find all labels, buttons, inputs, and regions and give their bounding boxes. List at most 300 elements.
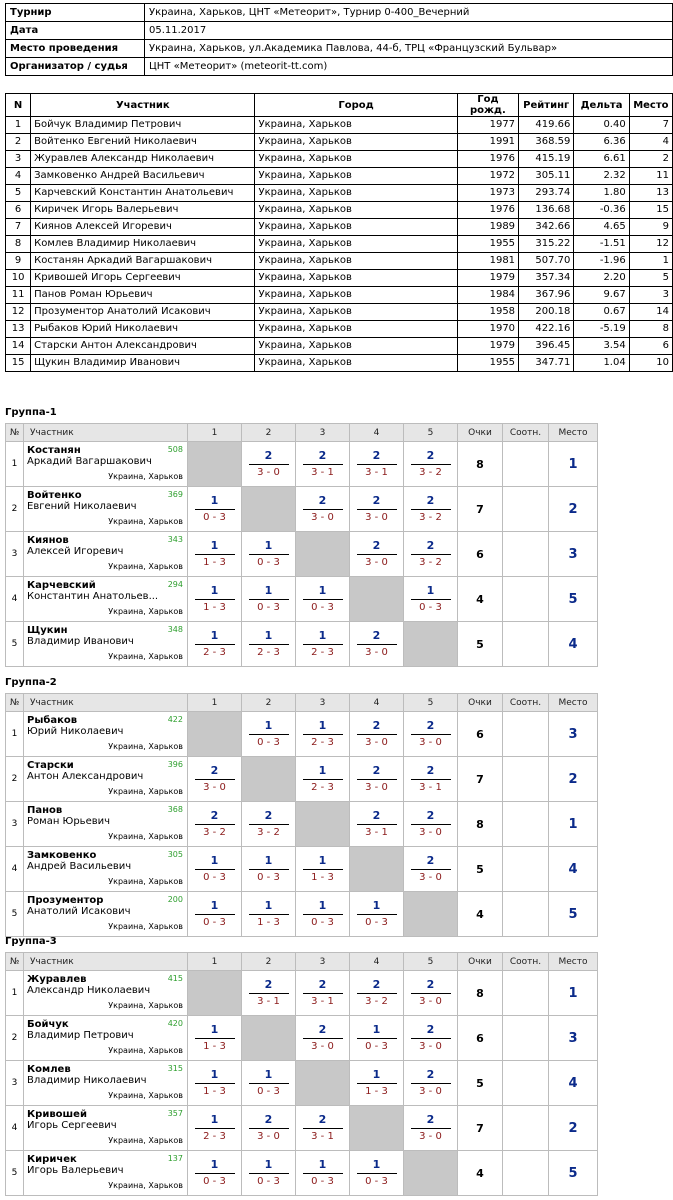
match-score: 2 - 3 bbox=[311, 782, 334, 793]
total-points: 6 bbox=[458, 532, 503, 577]
match-result-cell bbox=[404, 847, 458, 892]
match-points: 2 bbox=[264, 809, 273, 822]
match-score: 1 - 3 bbox=[257, 917, 280, 928]
match-score: 2 - 3 bbox=[311, 647, 334, 658]
player-first-name: Юрий Николаевич bbox=[27, 726, 124, 737]
match-score: 3 - 1 bbox=[257, 996, 280, 1007]
match-score: 3 - 0 bbox=[257, 1131, 280, 1142]
result-divider bbox=[357, 644, 397, 645]
tournament-info-table bbox=[5, 3, 673, 76]
match-points: 1 bbox=[210, 899, 219, 912]
match-result-cell bbox=[188, 487, 242, 532]
participant-number: 7 bbox=[6, 219, 31, 236]
match-points: 2 bbox=[372, 539, 381, 552]
participant-place: 4 bbox=[629, 134, 672, 151]
self-match-cell bbox=[296, 532, 350, 577]
group-col-opponent-4: 4 bbox=[350, 694, 404, 712]
match-points: 1 bbox=[318, 584, 327, 597]
participant-rating: 419.66 bbox=[519, 117, 574, 134]
group-title: Группа-1 bbox=[5, 407, 57, 418]
player-info bbox=[24, 712, 187, 756]
match-score: 3 - 0 bbox=[365, 737, 388, 748]
match-points: 2 bbox=[318, 449, 327, 462]
match-points: 2 bbox=[372, 719, 381, 732]
group-col-participant: Участник bbox=[24, 953, 188, 971]
match-points: 1 bbox=[210, 584, 219, 597]
match-score: 3 - 0 bbox=[419, 872, 442, 883]
result-divider bbox=[411, 869, 451, 870]
group-body bbox=[6, 442, 598, 667]
ratio-cell bbox=[503, 1061, 549, 1106]
group-col-ratio: Соотн. bbox=[503, 694, 549, 712]
self-match-cell bbox=[350, 1106, 404, 1151]
final-place: 2 bbox=[549, 487, 598, 532]
match-points: 2 bbox=[426, 1068, 435, 1081]
participant-rating: 293.74 bbox=[519, 185, 574, 202]
match-result-cell bbox=[242, 1061, 296, 1106]
participant-birth-year: 1976 bbox=[457, 151, 518, 168]
participant-place: 2 bbox=[629, 151, 672, 168]
match-score: 3 - 0 bbox=[419, 737, 442, 748]
participant-city: Украина, Харьков bbox=[255, 355, 457, 372]
match-score: 1 - 3 bbox=[203, 1086, 226, 1097]
match-points: 1 bbox=[210, 494, 219, 507]
match-result-cell bbox=[350, 1151, 404, 1196]
info-value: 05.11.2017 bbox=[145, 22, 673, 40]
match-score: 3 - 0 bbox=[419, 1131, 442, 1142]
player-last-name: Киянов bbox=[27, 535, 69, 546]
result-divider bbox=[357, 993, 397, 994]
player-last-name: Замковенко bbox=[27, 850, 97, 861]
participant-name: Замковенко Андрей Васильевич bbox=[31, 168, 255, 185]
match-result-cell bbox=[188, 1061, 242, 1106]
participant-city: Украина, Харьков bbox=[255, 151, 457, 168]
result-divider bbox=[195, 1083, 235, 1084]
result-divider bbox=[303, 1038, 343, 1039]
result-divider bbox=[249, 554, 289, 555]
total-points: 7 bbox=[458, 487, 503, 532]
match-score: 1 - 3 bbox=[311, 872, 334, 883]
group-title: Группа-3 bbox=[5, 936, 57, 947]
player-rating: 368 bbox=[167, 805, 183, 814]
match-score: 3 - 1 bbox=[311, 1131, 334, 1142]
player-info bbox=[24, 1061, 187, 1105]
match-points: 1 bbox=[264, 1068, 273, 1081]
match-result-cell bbox=[188, 1106, 242, 1151]
info-row bbox=[6, 58, 673, 76]
participant-birth-year: 1970 bbox=[457, 321, 518, 338]
participant-rating: 342.66 bbox=[519, 219, 574, 236]
participant-rating: 357.34 bbox=[519, 270, 574, 287]
group-col-place: Место bbox=[549, 953, 598, 971]
result-divider bbox=[411, 554, 451, 555]
group-header-row bbox=[6, 424, 598, 442]
participant-delta: -1.96 bbox=[574, 253, 629, 270]
result-divider bbox=[411, 464, 451, 465]
group-row bbox=[6, 577, 598, 622]
participant-row bbox=[6, 117, 673, 134]
match-points: 2 bbox=[372, 449, 381, 462]
participant-city: Украина, Харьков bbox=[255, 270, 457, 287]
result-divider bbox=[195, 644, 235, 645]
final-place: 4 bbox=[549, 1061, 598, 1106]
player-city: Украина, Харьков bbox=[108, 562, 183, 571]
ratio-cell bbox=[503, 1106, 549, 1151]
match-points: 2 bbox=[264, 449, 273, 462]
result-divider bbox=[195, 1173, 235, 1174]
participant-name: Киричек Игорь Валерьевич bbox=[31, 202, 255, 219]
total-points: 6 bbox=[458, 1016, 503, 1061]
player-rating: 315 bbox=[167, 1064, 183, 1073]
total-points: 6 bbox=[458, 712, 503, 757]
final-place: 3 bbox=[549, 532, 598, 577]
result-divider bbox=[303, 599, 343, 600]
result-divider bbox=[303, 779, 343, 780]
player-first-name: Анатолий Исакович bbox=[27, 906, 131, 917]
match-result-cell bbox=[188, 757, 242, 802]
result-divider bbox=[303, 644, 343, 645]
player-first-name: Андрей Васильевич bbox=[27, 861, 132, 872]
participant-name: Старски Антон Александрович bbox=[31, 338, 255, 355]
participant-rating: 347.71 bbox=[519, 355, 574, 372]
info-key: Дата bbox=[6, 22, 145, 40]
match-points: 2 bbox=[426, 719, 435, 732]
match-result-cell bbox=[350, 622, 404, 667]
match-score: 3 - 2 bbox=[419, 557, 442, 568]
participant-row bbox=[6, 236, 673, 253]
participant-city: Украина, Харьков bbox=[255, 168, 457, 185]
match-score: 0 - 3 bbox=[311, 1176, 334, 1187]
match-result-cell bbox=[404, 1061, 458, 1106]
match-result-cell bbox=[404, 442, 458, 487]
player-cell bbox=[24, 1061, 188, 1106]
result-divider bbox=[411, 1083, 451, 1084]
col-participant: Участник bbox=[31, 94, 255, 117]
match-points: 1 bbox=[264, 719, 273, 732]
total-points: 7 bbox=[458, 1106, 503, 1151]
match-result-cell bbox=[188, 1151, 242, 1196]
match-points: 2 bbox=[264, 1113, 273, 1126]
player-rating: 422 bbox=[167, 715, 183, 724]
self-match-cell bbox=[350, 577, 404, 622]
match-result-cell bbox=[404, 1016, 458, 1061]
player-last-name: Панов bbox=[27, 805, 63, 816]
match-score: 3 - 0 bbox=[419, 1086, 442, 1097]
participant-city: Украина, Харьков bbox=[255, 287, 457, 304]
participant-rating: 136.68 bbox=[519, 202, 574, 219]
player-cell bbox=[24, 1151, 188, 1196]
participant-place: 7 bbox=[629, 117, 672, 134]
match-points: 2 bbox=[210, 764, 219, 777]
self-match-cell bbox=[188, 442, 242, 487]
participant-number: 12 bbox=[6, 304, 31, 321]
match-result-cell bbox=[188, 1016, 242, 1061]
player-info bbox=[24, 622, 187, 666]
final-place: 4 bbox=[549, 847, 598, 892]
match-points: 1 bbox=[372, 899, 381, 912]
participant-delta: 1.80 bbox=[574, 185, 629, 202]
match-result-cell bbox=[296, 442, 350, 487]
result-divider bbox=[195, 509, 235, 510]
match-score: 3 - 0 bbox=[365, 782, 388, 793]
match-score: 0 - 3 bbox=[203, 917, 226, 928]
match-result-cell bbox=[296, 971, 350, 1016]
result-divider bbox=[249, 1083, 289, 1084]
participant-rating: 305.11 bbox=[519, 168, 574, 185]
match-result-cell bbox=[296, 487, 350, 532]
player-city: Украина, Харьков bbox=[108, 517, 183, 526]
self-match-cell bbox=[242, 757, 296, 802]
match-score: 3 - 0 bbox=[365, 647, 388, 658]
participant-row bbox=[6, 151, 673, 168]
player-rating: 415 bbox=[167, 974, 183, 983]
participant-city: Украина, Харьков bbox=[255, 185, 457, 202]
match-score: 3 - 1 bbox=[419, 782, 442, 793]
participant-rating: 396.45 bbox=[519, 338, 574, 355]
self-match-cell bbox=[188, 971, 242, 1016]
ratio-cell bbox=[503, 487, 549, 532]
player-last-name: Щукин bbox=[27, 625, 68, 636]
participant-delta: 9.67 bbox=[574, 287, 629, 304]
match-score: 3 - 0 bbox=[311, 1041, 334, 1052]
match-result-cell bbox=[404, 757, 458, 802]
group-row bbox=[6, 802, 598, 847]
ratio-cell bbox=[503, 622, 549, 667]
player-first-name: Аркадий Вагаршакович bbox=[27, 456, 152, 467]
result-divider bbox=[195, 914, 235, 915]
player-rating: 294 bbox=[167, 580, 183, 589]
result-divider bbox=[303, 993, 343, 994]
result-divider bbox=[357, 779, 397, 780]
group-row bbox=[6, 1151, 598, 1196]
group-col-number: № bbox=[6, 694, 24, 712]
info-row bbox=[6, 40, 673, 58]
match-score: 3 - 0 bbox=[419, 996, 442, 1007]
player-last-name: Рыбаков bbox=[27, 715, 78, 726]
match-result-cell bbox=[350, 487, 404, 532]
player-cell bbox=[24, 847, 188, 892]
match-result-cell bbox=[404, 1106, 458, 1151]
participant-rating: 367.96 bbox=[519, 287, 574, 304]
group-col-participant: Участник bbox=[24, 694, 188, 712]
match-points: 1 bbox=[264, 629, 273, 642]
result-divider bbox=[195, 779, 235, 780]
match-points: 1 bbox=[210, 1068, 219, 1081]
match-result-cell bbox=[296, 1016, 350, 1061]
participant-name: Рыбаков Юрий Николаевич bbox=[31, 321, 255, 338]
match-result-cell bbox=[350, 442, 404, 487]
group-col-participant: Участник bbox=[24, 424, 188, 442]
total-points: 8 bbox=[458, 802, 503, 847]
player-info bbox=[24, 532, 187, 576]
match-points: 2 bbox=[426, 539, 435, 552]
participant-delta: 2.32 bbox=[574, 168, 629, 185]
match-result-cell bbox=[350, 971, 404, 1016]
self-match-cell bbox=[188, 712, 242, 757]
participant-delta: 6.61 bbox=[574, 151, 629, 168]
match-points: 2 bbox=[426, 1023, 435, 1036]
ratio-cell bbox=[503, 802, 549, 847]
participant-rating: 507.70 bbox=[519, 253, 574, 270]
participant-row bbox=[6, 270, 673, 287]
player-first-name: Игорь Валерьевич bbox=[27, 1165, 124, 1176]
player-cell bbox=[24, 1016, 188, 1061]
group-row bbox=[6, 757, 598, 802]
match-result-cell bbox=[188, 892, 242, 937]
participant-number: 3 bbox=[6, 151, 31, 168]
match-score: 3 - 2 bbox=[419, 467, 442, 478]
result-divider bbox=[195, 1038, 235, 1039]
match-result-cell bbox=[188, 577, 242, 622]
player-cell bbox=[24, 802, 188, 847]
group-col-number: № bbox=[6, 424, 24, 442]
group-table bbox=[5, 693, 598, 937]
ratio-cell bbox=[503, 847, 549, 892]
match-result-cell bbox=[404, 487, 458, 532]
participant-city: Украина, Харьков bbox=[255, 117, 457, 134]
player-city: Украина, Харьков bbox=[108, 877, 183, 886]
result-divider bbox=[357, 824, 397, 825]
group-col-opponent-4: 4 bbox=[350, 424, 404, 442]
group-row bbox=[6, 1016, 598, 1061]
result-divider bbox=[357, 1038, 397, 1039]
match-points: 1 bbox=[210, 1158, 219, 1171]
total-points: 4 bbox=[458, 577, 503, 622]
player-city: Украина, Харьков bbox=[108, 832, 183, 841]
match-score: 0 - 3 bbox=[257, 557, 280, 568]
player-info bbox=[24, 1016, 187, 1060]
participant-row bbox=[6, 287, 673, 304]
row-number: 5 bbox=[6, 892, 24, 937]
result-divider bbox=[357, 1173, 397, 1174]
result-divider bbox=[195, 824, 235, 825]
participant-name: Комлев Владимир Николаевич bbox=[31, 236, 255, 253]
match-result-cell bbox=[296, 847, 350, 892]
match-result-cell bbox=[350, 802, 404, 847]
participant-place: 11 bbox=[629, 168, 672, 185]
participant-number: 6 bbox=[6, 202, 31, 219]
participant-delta: 2.20 bbox=[574, 270, 629, 287]
player-last-name: Карчевский bbox=[27, 580, 96, 591]
player-city: Украина, Харьков bbox=[108, 922, 183, 931]
self-match-cell bbox=[296, 802, 350, 847]
participant-birth-year: 1955 bbox=[457, 236, 518, 253]
match-result-cell bbox=[242, 802, 296, 847]
match-result-cell bbox=[242, 1106, 296, 1151]
match-result-cell bbox=[350, 712, 404, 757]
col-number: N bbox=[6, 94, 31, 117]
match-points: 2 bbox=[372, 809, 381, 822]
result-divider bbox=[249, 1128, 289, 1129]
player-rating: 396 bbox=[167, 760, 183, 769]
participant-number: 14 bbox=[6, 338, 31, 355]
result-divider bbox=[303, 734, 343, 735]
match-score: 3 - 0 bbox=[419, 827, 442, 838]
match-result-cell bbox=[350, 1016, 404, 1061]
self-match-cell bbox=[404, 892, 458, 937]
group-table bbox=[5, 952, 598, 1196]
match-points: 1 bbox=[372, 1023, 381, 1036]
match-score: 3 - 2 bbox=[419, 512, 442, 523]
player-info bbox=[24, 1151, 187, 1195]
row-number: 2 bbox=[6, 1016, 24, 1061]
row-number: 5 bbox=[6, 622, 24, 667]
match-points: 2 bbox=[426, 764, 435, 777]
match-result-cell bbox=[188, 847, 242, 892]
player-first-name: Евгений Николаевич bbox=[27, 501, 137, 512]
match-score: 3 - 2 bbox=[257, 827, 280, 838]
participant-delta: 6.36 bbox=[574, 134, 629, 151]
player-rating: 343 bbox=[167, 535, 183, 544]
participant-row bbox=[6, 168, 673, 185]
player-city: Украина, Харьков bbox=[108, 472, 183, 481]
total-points: 8 bbox=[458, 442, 503, 487]
match-result-cell bbox=[188, 532, 242, 577]
match-result-cell bbox=[404, 802, 458, 847]
participant-number: 8 bbox=[6, 236, 31, 253]
player-city: Украина, Харьков bbox=[108, 787, 183, 796]
group-col-opponent-1: 1 bbox=[188, 694, 242, 712]
player-city: Украина, Харьков bbox=[108, 1181, 183, 1190]
result-divider bbox=[195, 1128, 235, 1129]
participant-row bbox=[6, 355, 673, 372]
participant-delta: -5.19 bbox=[574, 321, 629, 338]
match-points: 2 bbox=[426, 494, 435, 507]
player-cell bbox=[24, 971, 188, 1016]
row-number: 2 bbox=[6, 487, 24, 532]
player-cell bbox=[24, 442, 188, 487]
player-first-name: Владимир Николаевич bbox=[27, 1075, 147, 1086]
participant-name: Костанян Аркадий Вагаршакович bbox=[31, 253, 255, 270]
match-points: 1 bbox=[318, 899, 327, 912]
match-score: 3 - 1 bbox=[311, 467, 334, 478]
player-cell bbox=[24, 577, 188, 622]
match-points: 2 bbox=[372, 978, 381, 991]
match-score: 1 - 3 bbox=[203, 602, 226, 613]
ratio-cell bbox=[503, 442, 549, 487]
participant-birth-year: 1991 bbox=[457, 134, 518, 151]
participant-birth-year: 1989 bbox=[457, 219, 518, 236]
info-value: Украина, Харьков, ул.Академика Павлова, 44-б, ТРЦ «Французский Бульвар» bbox=[145, 40, 673, 58]
player-info bbox=[24, 1106, 187, 1150]
participant-place: 14 bbox=[629, 304, 672, 321]
participant-row bbox=[6, 185, 673, 202]
group-col-points: Очки bbox=[458, 953, 503, 971]
group-col-opponent-2: 2 bbox=[242, 424, 296, 442]
player-city: Украина, Харьков bbox=[108, 1136, 183, 1145]
participant-row bbox=[6, 338, 673, 355]
player-first-name: Владимир Петрович bbox=[27, 1030, 134, 1041]
row-number: 4 bbox=[6, 847, 24, 892]
match-score: 0 - 3 bbox=[203, 872, 226, 883]
match-score: 2 - 3 bbox=[203, 647, 226, 658]
match-result-cell bbox=[296, 892, 350, 937]
participant-city: Украина, Харьков bbox=[255, 219, 457, 236]
participant-place: 9 bbox=[629, 219, 672, 236]
participant-birth-year: 1972 bbox=[457, 168, 518, 185]
match-score: 1 - 3 bbox=[365, 1086, 388, 1097]
player-last-name: Комлев bbox=[27, 1064, 71, 1075]
group-body bbox=[6, 712, 598, 937]
row-number: 4 bbox=[6, 1106, 24, 1151]
match-points: 1 bbox=[318, 629, 327, 642]
match-result-cell bbox=[404, 577, 458, 622]
row-number: 2 bbox=[6, 757, 24, 802]
total-points: 4 bbox=[458, 892, 503, 937]
col-place: Место bbox=[629, 94, 672, 117]
match-score: 0 - 3 bbox=[257, 1086, 280, 1097]
match-score: 3 - 0 bbox=[311, 512, 334, 523]
